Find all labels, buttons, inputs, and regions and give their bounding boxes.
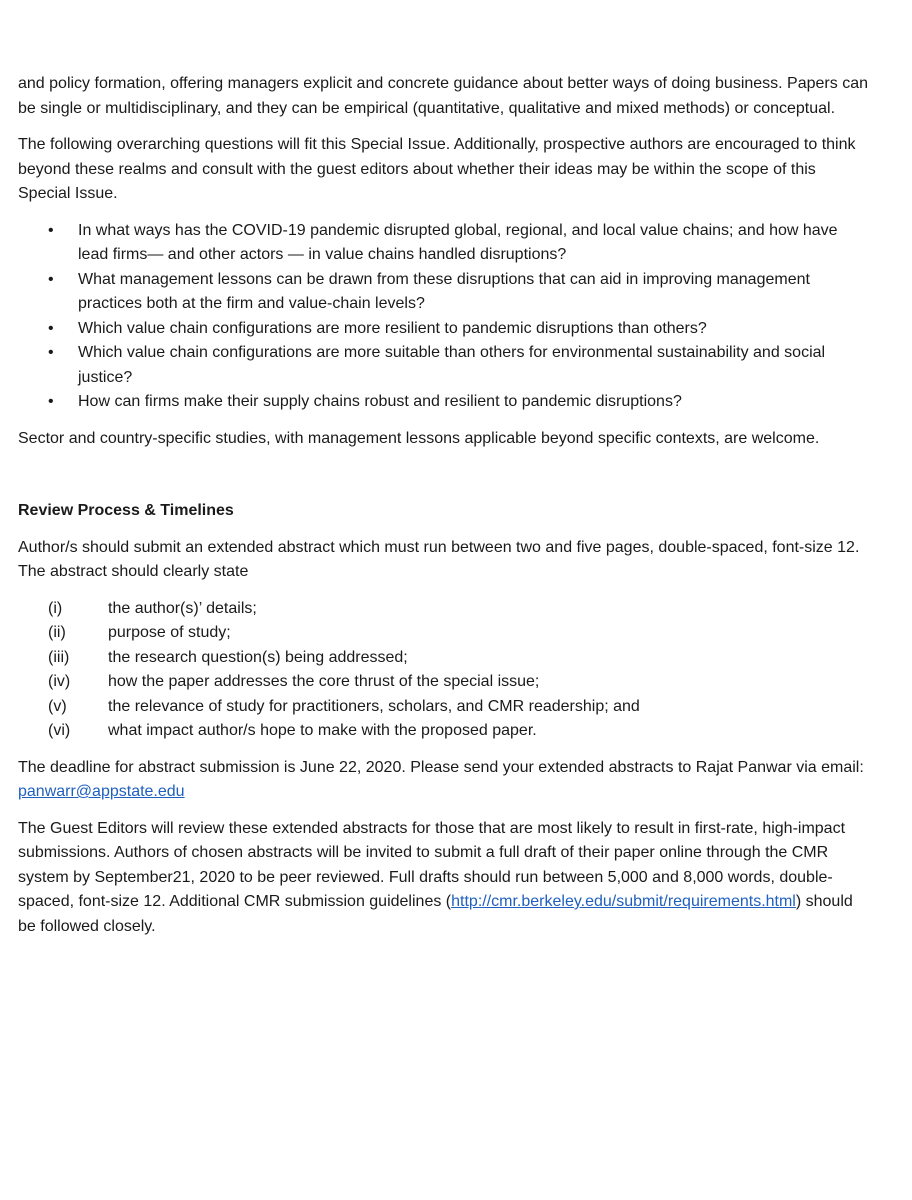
list-item: (iii) the research question(s) being addressed; [48, 648, 408, 666]
intro-paragraph: and policy formation, offering managers explicit and concrete guidance about better ways of doing business. Papers can be single or multidisciplinary, and they can be empirical (quantitative, qualitative and mixed methods) or conceptual. [18, 75, 868, 117]
closing-paragraph: Sector and country-specific studies, with management lessons applicable beyond specific contexts, are welcome. [18, 429, 820, 447]
bullet-icon: • [48, 344, 54, 361]
list-item: (vi) what impact author/s hope to make with the proposed paper. [48, 722, 537, 739]
list-item: • Which value chain configurations are more resilient to pandemic disruptions than others? [18, 317, 868, 342]
list-item: • In what ways has the COVID-19 pandemic disrupted global, regional, and local value chains; and how have lead firms— and other actors — in value chains handled disruptions? [18, 219, 868, 268]
section-heading: Review Process & Timelines [18, 502, 234, 519]
guidelines-link[interactable]: http://cmr.berkeley.edu/submit/requirements.html [451, 893, 796, 910]
review-paragraph: The Guest Editors will review these extended abstracts for those that are most likely to result in first-rate, high-impact submissions. Authors of chosen abstracts will be invited to submit a full draft of their paper online through the CMR system by September21, 2020 to be peer reviewed. Full drafts should run between 5,000 and 8,000 words, double-spaced, font-size 12. Additional CMR submission guidelines (http://cmr.berkeley.edu/submit/requirements.html) should be followed closely. [18, 819, 853, 935]
bullet-icon: • [48, 270, 54, 288]
document-body [18, 72, 868, 951]
abstract-items-list [18, 597, 868, 744]
email-link[interactable]: panwarr@appstate.edu [18, 783, 185, 800]
abstract-requirements-paragraph: Author/s should submit an extended abstract which must run between two and five pages, double-spaced, font-size 12. The abstract should clearly state [18, 538, 860, 580]
bullet-icon: • [48, 319, 54, 337]
list-item: • How can firms make their supply chains robust and resilient to pandemic disruptions? [18, 390, 868, 415]
list-item: (v) the relevance of study for practitioners, scholars, and CMR readership; and [48, 697, 640, 715]
questions-intro-paragraph: The following overarching questions will fit this Special Issue. Additionally, prospective authors are encouraged to think beyond these realms and consult with the guest editors about whether their ideas may be within the scope of this Special Issue. [18, 136, 856, 202]
list-item: (iv) how the paper addresses the core thrust of the special issue; [48, 673, 540, 690]
questions-list [18, 219, 868, 415]
bullet-icon: • [48, 393, 54, 410]
list-item: (i) the author(s)’ details; [48, 599, 257, 617]
deadline-paragraph: The deadline for abstract submission is June 22, 2020. Please send your extended abstracts to Rajat Panwar via email: panwarr@appstate.edu [18, 758, 864, 800]
list-item: • Which value chain configurations are more suitable than others for environmental sustainability and social justice? [18, 341, 868, 390]
list-item: • What management lessons can be drawn from these disruptions that can aid in improving management practices both at the firm and value-chain levels? [18, 268, 868, 317]
list-item: (ii) purpose of study; [48, 624, 231, 641]
bullet-icon: • [48, 221, 54, 239]
